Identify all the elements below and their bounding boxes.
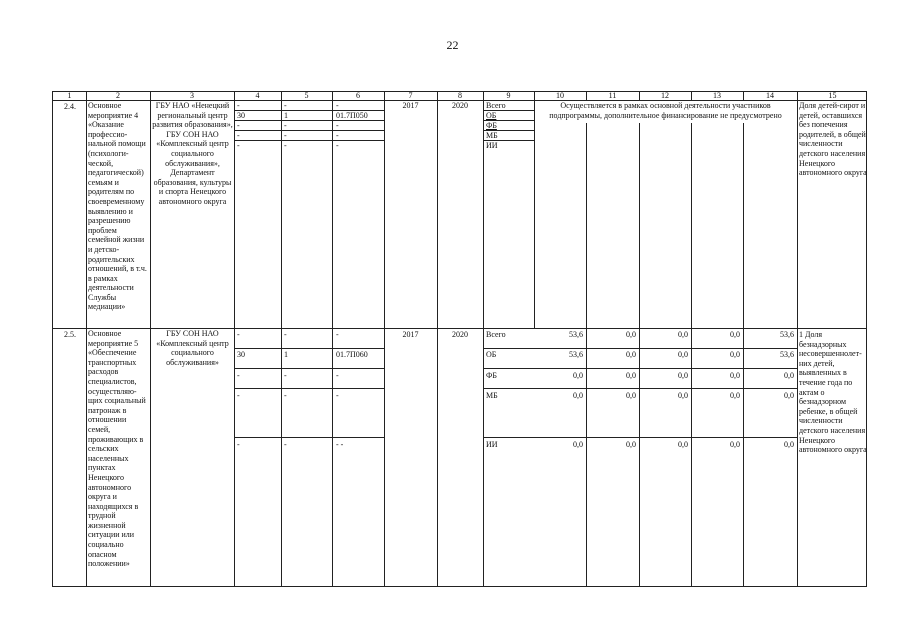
funding-source: МБ xyxy=(486,131,498,140)
col-divider xyxy=(234,92,235,586)
col-header-5: 5 xyxy=(304,92,309,100)
col-divider xyxy=(534,92,535,328)
code-rzpr: 1 xyxy=(284,111,288,120)
col-divider xyxy=(86,92,87,586)
value-2018: 0,0 xyxy=(678,371,688,380)
sub-row-line xyxy=(483,388,797,389)
col-header-12: 12 xyxy=(661,92,669,100)
code-csr: - xyxy=(336,391,339,400)
end-year: 2020 xyxy=(452,330,468,339)
code-grbs: - xyxy=(237,330,240,339)
executor: ГБУ СОН НАО «Комплексный центр социального обслуживания» xyxy=(156,329,229,367)
value-total: 53,6 xyxy=(569,350,583,359)
code-grbs: 30 xyxy=(237,111,245,120)
sub-row-line xyxy=(234,437,384,438)
value-2018: 0,0 xyxy=(678,440,688,449)
funding-source: ОБ xyxy=(486,111,497,120)
value-2020: 0,0 xyxy=(784,371,794,380)
value-total: 53,6 xyxy=(569,330,583,339)
code-rzpr: - xyxy=(284,141,287,150)
code-csr: - xyxy=(336,131,339,140)
col-divider xyxy=(281,92,282,586)
sub-row-line xyxy=(483,348,797,349)
value-2019: 0,0 xyxy=(730,371,740,380)
row-number: 2.4. xyxy=(64,102,76,111)
start-year: 2017 xyxy=(402,101,419,110)
funding-source: ФБ xyxy=(486,371,497,380)
funding-source: ИИ xyxy=(486,440,498,449)
code-csr: - - xyxy=(336,440,344,449)
col-divider xyxy=(483,92,484,586)
row-number: 2.5. xyxy=(64,330,76,339)
value-2020: 0,0 xyxy=(784,440,794,449)
value-2018: 0,0 xyxy=(678,391,688,400)
value-2017: 0,0 xyxy=(626,350,636,359)
code-rzpr: 1 xyxy=(284,350,288,359)
col-divider xyxy=(332,92,333,586)
code-grbs: 30 xyxy=(237,350,245,359)
col-header-11: 11 xyxy=(608,92,617,100)
value-2017: 0,0 xyxy=(626,391,636,400)
code-csr: - xyxy=(336,101,339,110)
value-2019: 0,0 xyxy=(730,440,740,449)
code-csr: - xyxy=(336,141,339,150)
start-year: 2017 xyxy=(402,330,419,339)
target-indicator: Доля детей-сирот и детей, оставшихся без попечения родителей, в общей численности детского населения Ненецкого автономного округа xyxy=(799,101,867,178)
col-header-7: 7 xyxy=(408,92,413,100)
col-header-6: 6 xyxy=(356,92,360,100)
code-csr: - xyxy=(336,121,339,130)
code-rzpr: - xyxy=(284,440,287,449)
value-2017: 0,0 xyxy=(626,371,636,380)
value-2019: 0,0 xyxy=(730,391,740,400)
code-rzpr: - xyxy=(284,121,287,130)
funding-source: Всего xyxy=(486,330,506,339)
col-header-4: 4 xyxy=(255,92,260,100)
funding-source: МБ xyxy=(486,391,498,400)
page-number: 22 xyxy=(446,38,459,52)
code-grbs: - xyxy=(237,131,240,140)
executor: ГБУ НАО «Ненецкий региональный центр развития образования», ГБУ СОН НАО «Комплексный центр социального обслуживания», Департамент образования, культуры и спорта Ненецкого автономного округа xyxy=(152,101,233,206)
col-header-10: 10 xyxy=(556,92,564,100)
code-grbs: - xyxy=(237,391,240,400)
code-csr: - xyxy=(336,371,339,380)
sub-row-line xyxy=(234,388,384,389)
value-total: 0,0 xyxy=(573,371,583,380)
code-grbs: - xyxy=(237,101,240,110)
code-grbs: - xyxy=(237,440,240,449)
col-header-15: 15 xyxy=(828,92,837,100)
code-grbs: - xyxy=(237,371,240,380)
target-indicator: 1 Доля безнадзорных несовершеннолет-них детей, выявленных в течение года по актам о безнадзорном ребенке, в общей численности детского населения Ненецкого автономного округа xyxy=(799,330,867,455)
code-csr: - xyxy=(336,330,339,339)
funding-source: ИИ xyxy=(486,141,498,150)
col-header-14: 14 xyxy=(766,92,774,100)
funding-source: Всего xyxy=(486,101,506,110)
code-rzpr: - xyxy=(284,101,287,110)
value-2018: 0,0 xyxy=(678,330,688,339)
value-2019: 0,0 xyxy=(730,350,740,359)
code-grbs: - xyxy=(237,141,240,150)
value-total: 0,0 xyxy=(573,391,583,400)
value-2019: 0,0 xyxy=(730,330,740,339)
col-header-13: 13 xyxy=(713,92,721,100)
code-csr: 01.7П060 xyxy=(336,350,368,359)
col-header-3: 3 xyxy=(190,92,194,100)
col-header-2: 2 xyxy=(116,92,120,100)
end-year: 2020 xyxy=(452,101,468,110)
col-header-8: 8 xyxy=(458,92,462,100)
col-header-9: 9 xyxy=(506,92,511,100)
code-rzpr: - xyxy=(284,391,287,400)
value-2020: 53,6 xyxy=(780,330,794,339)
value-total: 0,0 xyxy=(573,440,583,449)
value-2018: 0,0 xyxy=(678,350,688,359)
value-2020: 53,6 xyxy=(780,350,794,359)
funding-note: Осуществляется в рамках основной деятельности участников подпрограммы, дополнительное финансирование не предусмотрено xyxy=(536,101,795,123)
value-2020: 0,0 xyxy=(784,391,794,400)
code-rzpr: - xyxy=(284,330,287,339)
sub-row-line xyxy=(483,368,797,369)
funding-source: ФБ xyxy=(486,121,497,130)
sub-row-line xyxy=(483,437,797,438)
funding-source: ОБ xyxy=(486,350,497,359)
col-divider xyxy=(150,92,151,586)
value-2017: 0,0 xyxy=(626,440,636,449)
event-name: Основное мероприятие 5 «Обеспечение транспортных расходов специалистов, осуществляю-щих социальный патронаж в отношении семей, проживающих в сельских населенных пунктах Ненецкого автономного округа и находящихся в трудной жизненной ситуации или социально опасном положении» xyxy=(88,329,146,569)
col-divider xyxy=(797,92,798,586)
event-name: Основное мероприятие 4 «Оказание профессио-нальной помощи (психологи-ческой, педагогической) семьям и родителям по своевременному выявлению и разрешению проблем семейной жизни и детско-родительских отношений, в т.ч. в рамках деятельности Службы медиации» xyxy=(88,101,147,312)
col-header-1: 1 xyxy=(67,92,72,100)
code-rzpr: - xyxy=(284,371,287,380)
code-grbs: - xyxy=(237,121,240,130)
code-rzpr: - xyxy=(284,131,287,140)
sub-row-line xyxy=(234,348,384,349)
code-csr: 01.7П050 xyxy=(336,111,368,120)
program-table xyxy=(52,91,867,587)
value-2017: 0,0 xyxy=(626,330,636,339)
sub-row-line xyxy=(234,368,384,369)
